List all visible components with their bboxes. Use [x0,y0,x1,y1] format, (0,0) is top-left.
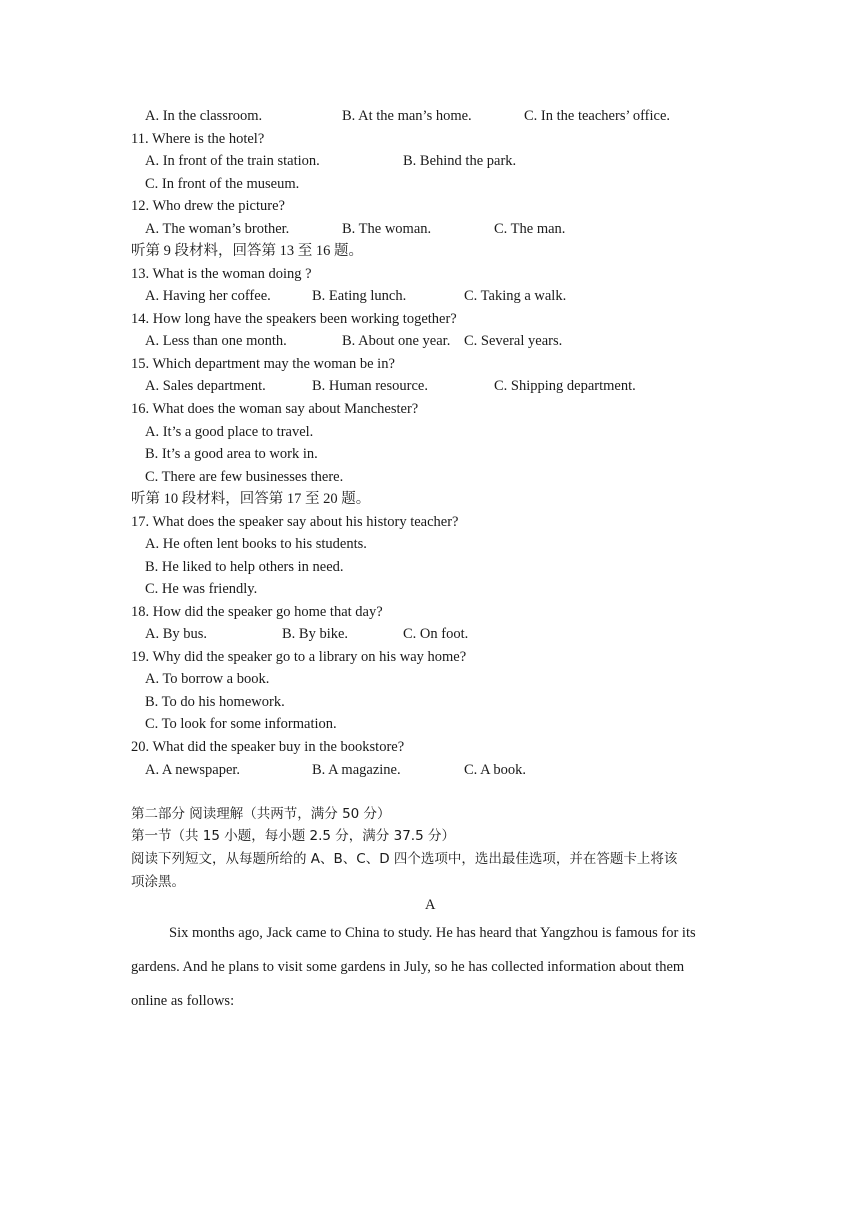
q10-option-a: A. In the classroom. [145,108,263,124]
q16-stem: 16. What does the woman say about Manchester? [131,401,419,417]
q13-option-a: A. Having her coffee. [145,288,271,304]
q17-option-b: B. He liked to help others in need. [145,559,344,575]
q10-option-b: B. At the man’s home. [342,108,472,124]
q15-option-a: A. Sales department. [145,378,266,394]
q14-stem: 14. How long have the speakers been working together? [131,311,457,327]
q17-stem: 17. What does the speaker say about his history teacher? [131,514,459,530]
q20-stem: 20. What did the speaker buy in the bookstore? [131,739,405,755]
q12-option-a: A. The woman’s brother. [145,221,290,237]
q18-option-b: B. By bike. [282,626,349,642]
part2-section1: 第一节（共 15 小题，每小题 2.5 分，满分 37.5 分） [131,828,455,844]
section10-instruction: 听第 10 段材料，回答第 17 至 20 题。 [131,491,371,507]
q17-option-a: A. He often lent books to his students. [145,536,367,552]
q13-option-c: C. Taking a walk. [464,288,567,304]
q13-option-b: B. Eating lunch. [312,288,407,304]
q11-option-c: C. In front of the museum. [145,176,300,192]
q12-stem: 12. Who drew the picture? [131,198,285,214]
q20-option-c: C. A book. [464,762,527,778]
section9-instruction: 听第 9 段材料，回答第 13 至 16 题。 [131,243,363,259]
part2-title: 第二部分 阅读理解（共两节，满分 50 分） [131,806,391,822]
q10-option-c: C. In the teachers’ office. [524,108,671,124]
q19-stem: 19. Why did the speaker go to a library on his way home? [131,649,467,665]
q14-option-b: B. About one year. [342,333,451,349]
q14-option-c: C. Several years. [464,333,563,349]
q13-stem: 13. What is the woman doing ? [131,266,312,282]
q15-stem: 15. Which department may the woman be in? [131,356,395,372]
q20-option-a: A. A newspaper. [145,762,241,778]
q18-stem: 18. How did the speaker go home that day? [131,604,383,620]
passage-line: gardens. And he plans to visit some gardens in July, so he has collected information about them [131,959,685,975]
q16-option-c: C. There are few businesses there. [145,469,344,485]
q19-option-c: C. To look for some information. [145,716,337,732]
q15-option-b: B. Human resource. [312,378,428,394]
q12-option-c: C. The man. [494,221,566,237]
q18-option-a: A. By bus. [145,626,208,642]
part2-instruction-line1: 阅读下列短文，从每题所给的 A、B、C、D 四个选项中，选出最佳选项，并在答题卡上将该 [131,851,678,867]
q19-option-a: A. To borrow a book. [145,671,270,687]
q11-stem: 11. Where is the hotel? [131,131,265,147]
q15-option-c: C. Shipping department. [494,378,636,394]
q17-option-c: C. He was friendly. [145,581,258,597]
q16-option-a: A. It’s a good place to travel. [145,424,314,440]
part2-instruction-line2: 项涂黑。 [131,874,185,890]
passage-label: A [425,897,436,913]
passage-line: online as follows: [131,993,235,1009]
q16-option-b: B. It’s a good area to work in. [145,446,318,462]
q18-option-c: C. On foot. [403,626,469,642]
passage-line: Six months ago, Jack came to China to study. He has heard that Yangzhou is famous for its [169,925,696,941]
q12-option-b: B. The woman. [342,221,432,237]
q11-option-a: A. In front of the train station. [145,153,320,169]
q14-option-a: A. Less than one month. [145,333,287,349]
q11-option-b: B. Behind the park. [403,153,517,169]
q20-option-b: B. A magazine. [312,762,401,778]
q19-option-b: B. To do his homework. [145,694,285,710]
